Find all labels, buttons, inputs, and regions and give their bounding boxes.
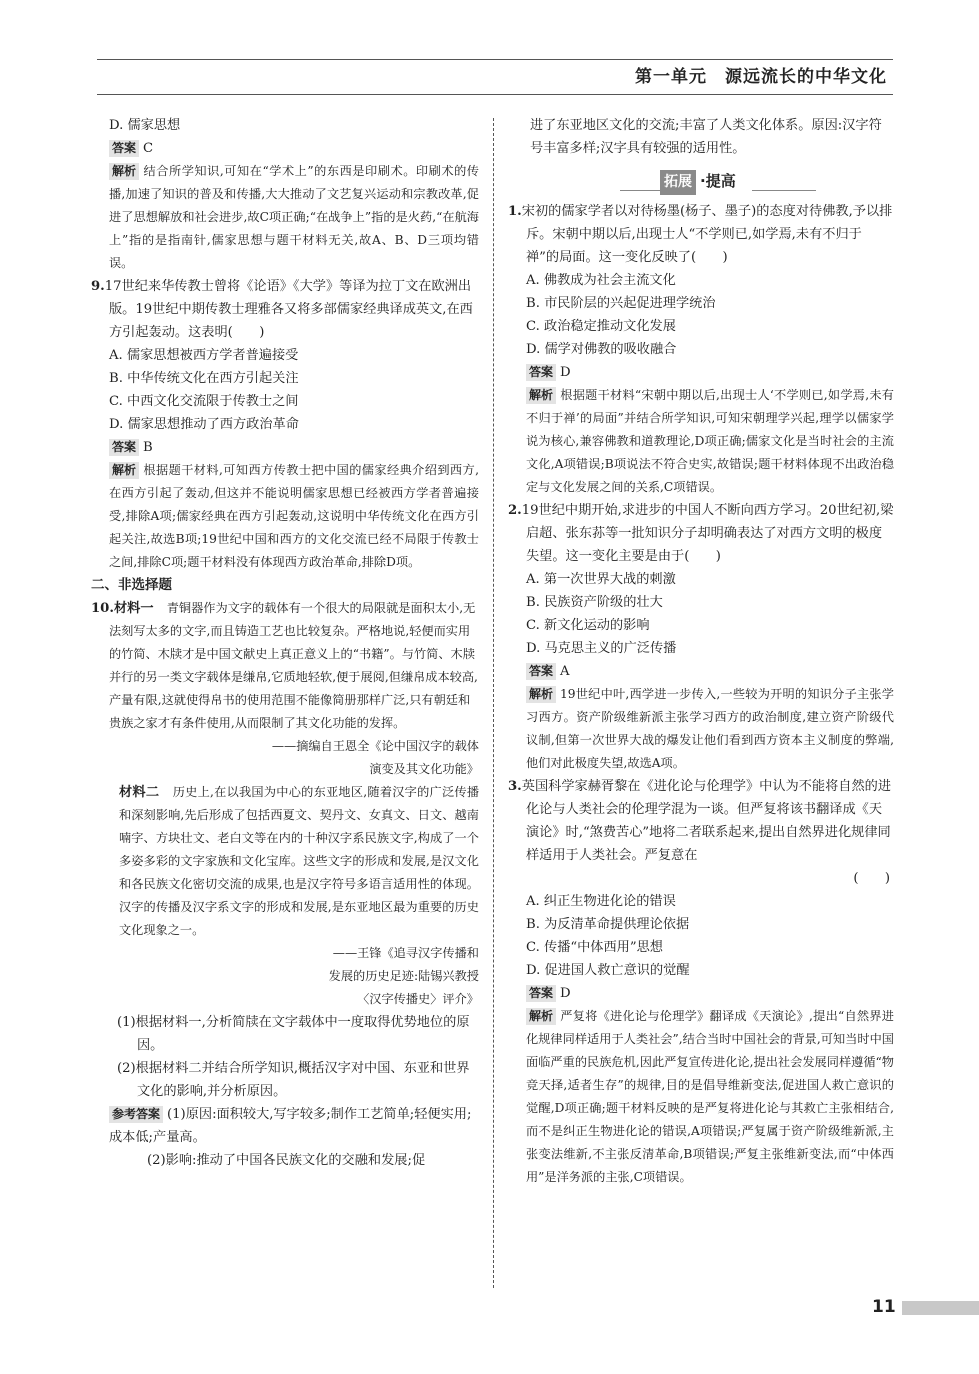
q9-explanation xyxy=(91,459,479,574)
material-text: 青铜器作为文字的载体有一个很大的局限就是面积太小,无法刻写太多的文字,而且铸造工艺也比较复杂。严格地说,轻便而实用的竹简、木牍才是中国文献史上真正意义上的“书籍”。与竹简、木牍并行的另一类文字载体是缣帛,它质地轻软,便于展阅,但缣帛成本较高,产量有限,这就使得帛书的使用范围不能像简册那样广泛,只有朝廷和贵族之家才有条件使用,从而限制了其文化功能的发挥。 xyxy=(109,601,478,730)
r-q2-answer xyxy=(508,660,894,683)
page-number-bar xyxy=(902,1301,979,1315)
explanation-tag: 解析 xyxy=(526,686,556,703)
question-number: 1. xyxy=(508,204,522,219)
r-q2-option-c: C. 新文化运动的影响 xyxy=(526,618,650,633)
material-tag: 材料一 xyxy=(113,601,154,616)
answer-tag: 答案 xyxy=(109,140,139,157)
q10-material-1 xyxy=(91,597,479,735)
question-number: 10. xyxy=(91,601,114,616)
q10-source-2c: 〈汉字传播史〉评介》 xyxy=(357,992,479,1006)
extension-title: ·提高 xyxy=(700,172,736,190)
q10-subquestion-2: (2)根据材料二并结合所学知识,概括汉字对中国、东亚和世界文化的影响,并分析原因。 xyxy=(117,1061,470,1099)
explanation-tag: 解析 xyxy=(109,462,139,479)
answer-tag: 答案 xyxy=(109,439,139,456)
page-number: 11 xyxy=(872,1297,896,1317)
answer-tag: 答案 xyxy=(526,985,556,1002)
question-number: 9. xyxy=(91,279,105,294)
r-q1-answer xyxy=(508,361,894,384)
column-divider xyxy=(493,118,494,1288)
q10-source-1a: ——摘编自王恩全《论中国汉字的载体 xyxy=(271,739,479,753)
q10-source-2a: ——王锋《追寻汉字传播和 xyxy=(332,946,479,960)
explanation-text: 根据题干材料,可知西方传教士把中国的儒家经典介绍到西方,在西方引起了轰动,但这并不能说明儒家思想已经被西方学者普遍接受,排除A项;儒家经典在西方引起轰动,这说明中华传统文化在西方引起关注,故选B项;19世纪中国和西方的文化交流已经不局限于传教士之间,排除C项;题干材料没有体现西方政治革命,排除D项。 xyxy=(109,463,479,569)
extension-section-header xyxy=(508,164,894,196)
material-text: 历史上,在以我国为中心的东亚地区,随着汉字的广泛传播和深刻影响,先后形成了包括西夏文、契丹文、女真文、日文、越南喃字、方块壮文、老白文等在内的十种汉字系民族文字,构成了一个多姿多彩的文字家族和文化宝库。这些文字的形成和发展,是汉文化和各民族文化密切交流的成果,也是汉字符号多语言适用性的体现。汉字的传播及汉字系文字的形成和发展,是东亚地区最为重要的历史文化现象之一。 xyxy=(119,785,480,937)
q10-material-2 xyxy=(91,781,479,942)
r-q1-explanation xyxy=(508,384,894,499)
answer-value: A xyxy=(560,664,570,679)
explanation-text: 结合所学知识,可知在“学术上”的东西是印刷术。印刷术的传播,加速了知识的普及和传播,大大推动了文艺复兴运动和宗教改革,促进了思想解放和社会进步,故C项正确;“在战争上”指的是火药,“在航海上”指的是指南针,儒家思想与题干材料无关,故A、B、D三项均错误。 xyxy=(109,164,479,270)
question-text: 英国科学家赫胥黎在《进化论与伦理学》中认为不能将自然的进化论与人类社会的伦理学混为一谈。但严复将该书翻译成《天演论》时,“煞费苦心”地将二者联系起来,提出自然界进化规律同样适用于人类社会。严复意在 xyxy=(521,779,892,863)
explanation-text: 19世纪中叶,西学进一步传入,一些较为开明的知识分子主张学习西方。资产阶级维新派主张学习西方的政治制度,建立资产阶级代议制,但第一次世界大战的爆发让他们看到西方资本主义制度的弊端,他们对此极度失望,故选A项。 xyxy=(526,687,894,770)
question-text: 17世纪来华传教士曾将《论语》《大学》等译为拉丁文在欧洲出版。19世纪中期传教士理雅各又将多部儒家经典译成英文,在西方引起轰动。这表明( ) xyxy=(104,279,473,340)
explanation-text: 根据题干材料“宋朝中期以后,出现士人‘不学则已,如学焉,未有不归于禅’的局面”并结合所学知识,可知宋朝理学兴起,理学以儒家学说为核心,兼容佛教和道教理论,D项正确;儒家文化是当时社会的主流文化,A项错误;B项说法不符合史实,故错误;题干材料体现不出政治稳定与文化发展之间的关系,C项错误。 xyxy=(526,388,894,494)
answer-tag: 答案 xyxy=(526,364,556,381)
q9-option-a: A. 儒家思想被西方学者普遍接受 xyxy=(109,348,299,363)
r-q2-stem xyxy=(508,499,894,568)
right-column xyxy=(508,114,894,1189)
q10-reference-answer-2: (2)影响:推动了中国各民族文化的交融和发展;促 xyxy=(147,1153,426,1168)
q9-option-c: C. 中西文化交流限于传教士之间 xyxy=(109,394,299,409)
header-rule-left xyxy=(620,190,660,191)
r-q1-stem xyxy=(508,200,894,269)
q10-reference-answer xyxy=(91,1103,479,1149)
answer-tag: 答案 xyxy=(526,663,556,680)
r-q1-option-d: D. 儒学对佛教的吸收融合 xyxy=(526,342,677,357)
answer-value: D xyxy=(560,986,571,1001)
q10-source-2b: 发展的历史足迹:陆锡兴教授 xyxy=(328,969,479,983)
explanation-text: 严复将《进化论与伦理学》翻译成《天演论》,提出“自然界进化规律同样适用于人类社会”,结合当时中国社会的背景,可知当时中国面临严重的民族危机,因此严复宣传进化论,提出社会发展同样遵循“物竞天择,适者生存”的规律,目的是倡导维新变法,促进国人救亡意识的觉醒,D项正确;题干材料反映的是严复将进化论与其救亡主张相结合,而不是纠正生物进化论的错误,A项错误;严复属于资产阶级维新派,主张变法维新,不主张反清革命,B项错误;严复主张维新变法,而“中体西用”是洋务派的主张,C项错误。 xyxy=(526,1009,894,1184)
q8-option-d: D. 儒家思想 xyxy=(109,118,181,133)
r-q3-explanation xyxy=(508,1005,894,1189)
r-q2-option-b: B. 民族资产阶级的壮大 xyxy=(526,595,663,610)
extension-badge: 拓展 xyxy=(660,170,696,195)
r-q3-answer xyxy=(508,982,894,1005)
q10-subquestion-1: (1)根据材料一,分析简牍在文字载体中一度取得优势地位的原因。 xyxy=(117,1015,470,1053)
q9-option-d: D. 儒家思想推动了西方政治革命 xyxy=(109,417,299,432)
header-top-rule xyxy=(97,59,893,60)
explanation-tag: 解析 xyxy=(526,1008,556,1025)
reference-answer-text: (1)原因:面积较大,写字较多;制作工艺简单;轻便实用;成本低;产量高。 xyxy=(109,1107,472,1145)
r-q2-option-d: D. 马克思主义的广泛传播 xyxy=(526,641,677,656)
r-q2-option-a: A. 第一次世界大战的刺激 xyxy=(526,572,676,587)
answer-value: B xyxy=(143,440,153,455)
explanation-tag: 解析 xyxy=(109,163,139,180)
q9-option-b: B. 中华传统文化在西方引起关注 xyxy=(109,371,299,386)
explanation-tag: 解析 xyxy=(526,387,556,404)
question-number: 3. xyxy=(508,779,522,794)
question-text: 19世纪中期开始,求进步的中国人不断向西方学习。20世纪初,梁启超、张东荪等一批知识分子却明确表达了对西方文明的极度失望。这一变化主要是由于( ) xyxy=(521,503,894,564)
unit-title: 第一单元 源远流长的中华文化 xyxy=(635,67,887,87)
r-q3-option-b: B. 为反清革命提供理论依据 xyxy=(526,917,690,932)
r-q2-explanation xyxy=(508,683,894,775)
r-q3-option-d: D. 促进国人救亡意识的觉醒 xyxy=(526,963,690,978)
r-q3-stem xyxy=(508,775,894,867)
question-number: 2. xyxy=(508,503,522,518)
q10-reference-answer-cont: 进了东亚地区文化的交流;丰富了人类文化体系。原因:汉字符号丰富多样;汉字具有较强的适用性。 xyxy=(530,118,882,156)
r-q1-option-c: C. 政治稳定推动文化发展 xyxy=(526,319,676,334)
section-title: 二、非选择题 xyxy=(91,577,172,593)
r-q1-option-b: B. 市民阶层的兴起促进理学统治 xyxy=(526,296,716,311)
header-rule-right xyxy=(752,190,816,191)
r-q3-answer-blank: ( ) xyxy=(853,871,890,886)
left-column xyxy=(91,114,479,1172)
q9-stem xyxy=(91,275,479,344)
header-bottom-rule xyxy=(97,94,893,95)
r-q3-option-a: A. 纠正生物进化论的错误 xyxy=(526,894,676,909)
answer-value: C xyxy=(143,141,154,156)
q8-answer xyxy=(91,137,479,160)
answer-value: D xyxy=(560,365,571,380)
q9-answer xyxy=(91,436,479,459)
question-text: 宋初的儒家学者以对待杨墨(杨子、墨子)的态度对待佛教,予以排斥。宋朝中期以后,出现士人“不学则已,如学焉,未有不归于禅”的局面。这一变化反映了( ) xyxy=(521,204,893,265)
reference-answer-tag: 参考答案 xyxy=(109,1106,163,1123)
r-q3-option-c: C. 传播“中体西用”思想 xyxy=(526,940,663,955)
r-q1-option-a: A. 佛教成为社会主流文化 xyxy=(526,273,676,288)
q8-explanation xyxy=(91,160,479,275)
q10-source-1b: 演变及其文化功能》 xyxy=(369,762,479,776)
material-tag: 材料二 xyxy=(119,785,160,800)
